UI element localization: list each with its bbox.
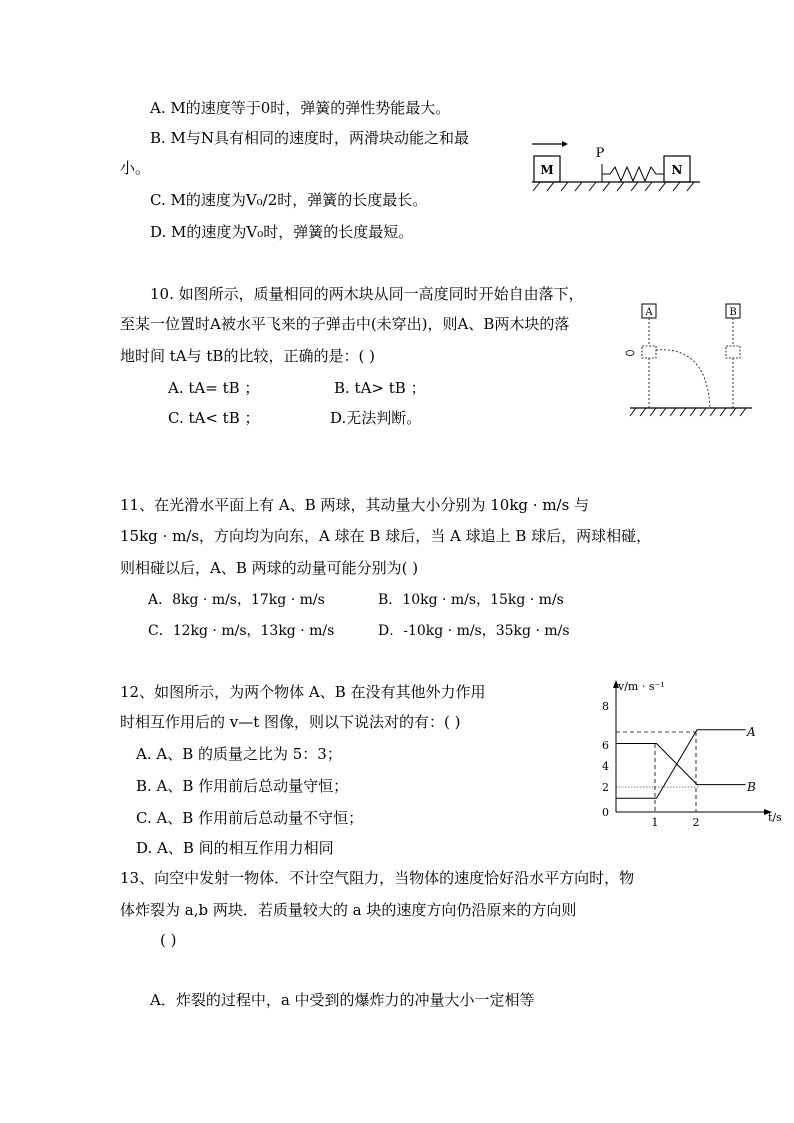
block-b-label: B	[729, 307, 737, 318]
q10-option-b: B. tA> tB ；	[334, 379, 426, 397]
q9-option-a: A. M的速度等于0时，弹簧的弹性势能最大。	[150, 99, 451, 117]
spring	[602, 167, 664, 181]
q11-option-d: D．-10kg · m/s，35kg · m/s	[378, 623, 570, 639]
block-a-label: A	[645, 307, 653, 318]
q12-line-1: 12、如图所示，为两个物体 A、B 在没有其他外力作用	[120, 683, 486, 701]
q13-option-a: A．炸裂的过程中，a 中受到的爆炸力的冲量大小一定相等	[150, 991, 535, 1009]
q11-option-c: C．12kg · m/s，13kg · m/s	[148, 623, 335, 639]
y-tick-8: 8	[602, 700, 609, 713]
block-n-label: N	[671, 163, 683, 177]
y-tick-4: 4	[602, 760, 609, 773]
x-tick-2: 2	[692, 816, 700, 826]
q11-option-b: B．10kg · m/s，15kg · m/s	[378, 592, 564, 608]
q12-option-b: B. A、B 作用前后总动量守恒；	[136, 777, 349, 795]
q12-option-d: D. A、B 间的相互作用力相同	[136, 839, 334, 857]
q12-line-2: 时相互作用后的 v—t 图像，则以下说法对的有：( )	[120, 713, 461, 731]
q9-option-d: D. M的速度为V₀时，弹簧的长度最短。	[150, 223, 414, 241]
q12-option-c: C. A、B 作用前后总动量不守恒；	[136, 809, 364, 827]
q10-option-d: D.无法判断。	[330, 409, 422, 427]
q11-line-2: 15kg · m/s，方向均为向东，A 球在 B 球后，当 A 球追上 B 球后，两球相碰，	[120, 527, 652, 545]
falling-blocks-figure	[622, 298, 762, 428]
x-axis-label: t/s	[768, 811, 782, 824]
series-a-label: A	[747, 725, 756, 739]
q10-option-c: C. tA< tB ；	[168, 409, 260, 427]
q12-option-a: A. A、B 的质量之比为 5：3；	[136, 745, 342, 763]
bullet	[626, 351, 634, 356]
spring-block-figure	[520, 138, 720, 198]
vt-chart	[590, 676, 790, 826]
spring-p-label: P	[595, 146, 605, 161]
trajectory	[656, 350, 710, 408]
y-axis-label: v/m · s⁻¹	[618, 680, 665, 693]
q13-line-3: ( )	[160, 931, 177, 949]
q9-option-c: C. M的速度为V₀/2时，弹簧的长度最长。	[150, 191, 428, 209]
x-tick-1: 1	[651, 816, 659, 826]
q13-line-2: 体炸裂为 a,b 两块．若质量较大的 a 块的速度方向仍沿原来的方向则	[120, 901, 577, 919]
q9-option-b: B. M与N具有相同的速度时，两滑块动能之和最	[150, 129, 470, 147]
y-tick-6: 6	[602, 739, 609, 752]
y-tick-2: 2	[602, 781, 609, 794]
series-b-line	[616, 744, 746, 785]
q13-line-1: 13、向空中发射一物体．不计空气阻力，当物体的速度恰好沿水平方向时，物	[120, 869, 635, 887]
q10-line-2: 至某一位置时A被水平飞来的子弹击中(未穿出)，则A、B两木块的落	[120, 315, 570, 333]
block-m-label: M	[540, 163, 554, 177]
q10-option-a: A. tA= tB ；	[168, 379, 260, 397]
q9-option-b-cont: 小。	[120, 159, 151, 177]
series-a-line	[616, 730, 746, 799]
q11-line-1: 11、在光滑水平面上有 A、B 两球，其动量大小分别为 10kg · m/s 与	[120, 496, 590, 514]
series-b-label: B	[747, 780, 756, 794]
q11-option-a: A．8kg · m/s，17kg · m/s	[148, 592, 325, 608]
q10-line-1: 10. 如图所示，质量相同的两木块从同一高度同时开始自由落下，	[150, 285, 584, 303]
q11-line-3: 则相碰以后，A、B 两球的动量可能分别为( )	[120, 559, 419, 577]
x-tick-0: 0	[602, 806, 609, 819]
q10-line-3: 地时间 tA与 tB的比较，正确的是：( )	[120, 347, 375, 365]
